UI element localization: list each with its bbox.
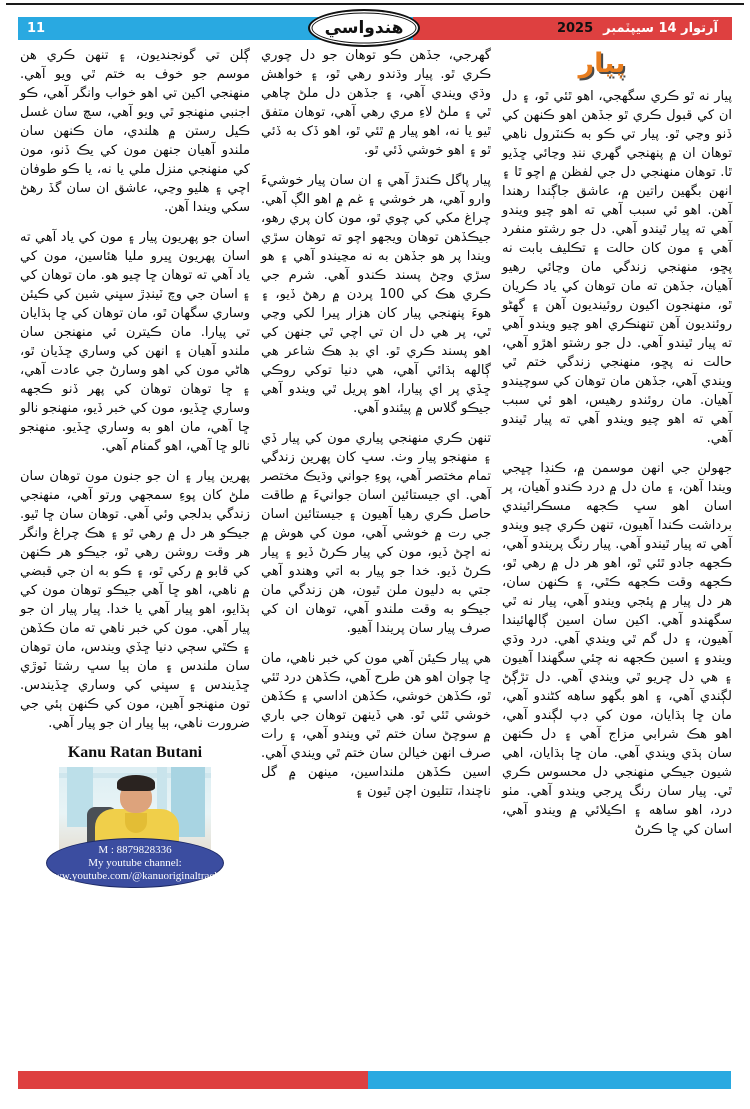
paragraph: گهرجي، جڏهن ڪو توهان جو دل چوري ڪري ٿو. پيار وڌندو رهي ٿو، ۽ خواهش وڌي ويندي آهي، ۽ جڏهن دل ملڻ چاهي ٿي ۽ ملڻ لاءِ مري رهي آهي، توهان متفق ٿيو يا نه، اهو پيار ۾ ٿئي ٿو، اهو ڏک به ڏئي ٿو ۽ اهو خوشي ڏئي ٿو. xyxy=(261,48,491,158)
page-top-rule xyxy=(6,3,744,5)
author-name: Kanu Ratan Butani xyxy=(67,744,203,761)
page-number: 11 xyxy=(27,21,46,36)
footer-bar xyxy=(18,1071,731,1089)
youtube-channel-label: My youtube channel: xyxy=(88,856,182,869)
issue-date: آرتوار 14 سيپٽمبر xyxy=(603,21,718,36)
paragraph: ڳلن تي گونجنديون، ۽ تنهن ڪري هن موسم جو خوف به ختم ٿي ويو آهي. منهنجي اکين تي اهو خواب وانگر آهي، ڪو اجنبي منهنجو ٿي ويو آهي، سچ سان غسل ڪيل رستن ۾ هلندي، مان ڪنهن سان ملندو آهيان جنهن مون کي يڪ ڏنو، مون کي منهنجي منزل ملي يا نه، يا ڪو طوفان اچي ۽ هليو وڃي، عاشق ان سان گڏ رهڻ سکي ويندا آهن. xyxy=(20,48,250,215)
issue-year: 2025 xyxy=(556,21,594,36)
photo-person-hair xyxy=(117,775,155,791)
article-body xyxy=(18,46,732,1068)
paragraph: تنهن ڪري منهنجي پياري مون کي پيار ڏي ۽ منهنجو پيار وٺ. سڀ کان پهرين زندگي تمام مختصر آهي، پوءِ جواني وڌيڪ مختصر آهي. اي جيستائين اسان جوانيءَ ۾ طاقت حاصل ڪري رهيا آهيون ۽ جيستائين اسان جي رت ۾ خوشي آهي، مون کي هوش ۾ نه اچڻ ڏيو، مون کي پيار ڪرڻ ڏيو ۽ پيار ڪرڻ ڏيو. خدا جو پيار به اتي وهندو آهي جتي به دليون ملن ٿيون، هن زندگي مان جيڪو به وقت ملندو آهي، توهان ان کي صرف پيار سان پريندا آهيو. xyxy=(261,431,491,636)
footer-red-segment xyxy=(18,1071,368,1089)
author-phone: M : 8879828336 xyxy=(98,843,172,856)
paragraph: پهرين پيار ۽ ان جو جنون مون توهان سان ملڻ کان پوءِ سمجهي ورتو آهي، منهنجي زندگي بدلجي وئي آهي. توهان سان ڇا ٿيو. جيڪو هر دل ۾ رهي ٿو ۽ هڪ چراغ وانگر هر وقت روشن رهي ٿو، جيڪو هر ڪنهن کي قابو ۾ رکي ٿو، ۽ ڪو به ان جي قبضي ۾ ناهي، اهو ڇا آهي جيڪو توهان مون کي ٻڌايو، اهو پيار آهي يا خدا. پيار پيار ان جو پيار آهي. مون کي خبر ناهي ته مان ڪڏهن ۽ ڪٿي سڄي دنيا ڇڏي ويندس، مان توهان سان ملندس ۽ مان ٻيا سڀ رشتا ٽوڙي ڇڏيندس ۽ سڀني کي وساري ڇڏيندس. تون منهنجو آهين، مون کي ڪنهن ٻئي جي ضرورت ناهي، ٻيا پيار ان جو پيار آهي. xyxy=(20,469,250,731)
column-left xyxy=(20,46,250,1068)
date-line xyxy=(557,21,732,36)
author-box xyxy=(20,744,250,888)
youtube-channel-url[interactable]: www.youtube.com/@kanuoriginaltracks xyxy=(45,869,225,882)
paragraph: اسان جو پهريون پيار ۽ مون کي ياد آهي ته اسان پهريون ڀيرو مليا هئاسين، مون کي ياد آهي ته توهان ڇا چيو هو. مان توهان کي ۽ اسان جي وچ ٽينڊڙ سڀني شين کي ڪيئن وساري سگهان ٿو، مان توهان کي ڇا ٻڌايان تي پيارا. مان ڪيترن ئي منهنجن سان ملندو آهيان ۽ انهن کي وساري ڇڏيان ٿو، هاڻي مون کي اهو وسارڻ جي عادت آهي، ۽ ڇا توهان توهان کي پهر ڏنو ڪجهه وساري ڇڏيو، مون کي خبر ڏيو، منهنجو نالو ڇا آهي، مان اهو به وساري ڇڏيو. منهنجو نالو ڇا آهي، اهو گمنام آهي. xyxy=(20,230,250,454)
paragraph: پيار نه ٿو ڪري سگهجي، اهو ٿئي ٿو، ۽ دل ان کي قبول ڪري ٿو جڏهن اهو ڪنهن کي ڏنو وڃي ٿو. پيار تي ڪو به ڪنٽرول ناهي توهان ان ۾ پنهنجي گهري ننڊ وڃائي ڇڏيو ٿا. توهان منهنجي دل جي لفظن ۾ اچو ٿا ۽ انهن بگهين راتين ۾، عاشق جاڳندا رهندا آهن. اهو ئي سبب آهي ته اهو چيو ويندو آهي ته پيار ٿيندو آهي. دل جو رشتو منفرد آهي ۽ مون کان حالت ۽ تڪليف بابت نه پڇو، منهنجي زندگي مان وڃائي رهيو آهيان، جڏهن ته مان توهان کي ياد ڪريان ٿو، منهنجون اکيون روئينديون آهن ۽ گهڻو روئنديون آهن تنهنڪري اهو چيو ويندو آهي ته پيار ٿيندو آهي. دل جو رشتو اهڙو آهي، حالت نه پڇو، منهنجي زندگي ختم ٿي ويندي آهي، جڏهن مان توهان کي سوچيندو آهيان. مان روئندو رهيس، اهو ئي سبب آهي ته اهو چيو ويندو آهي ته پيار ٿيندو آهي. xyxy=(502,89,732,446)
article-title: پيار xyxy=(578,48,626,79)
paragraph: پيار پاگل ڪندڙ آهي ۽ ان سان پيار خوشيءَ وارو آهي، هر خوشي ۽ غم ۾ اهو الڳ آهي. چراغ مکي کي چوي ٿو، مون کان پري رهو، جيڪڏهن توهان ويجهو اچو ته توهان سڙي ويندا پر هو جڏهن به نه مڃيندو آهي ۽ هو سڙي وڃڻ پسند ڪندو آهي. شرم جي ڪري هڪ کي 100 پردن ۾ رهڻ ڏيو، ۽ هوءَ پنهنجي پيار کان هزار پيرا لکي وڃي ٿي، پر هي دل ان تي اچي ٿي جنهن کي اهو پسند ڪري ٿو. اي بڊ هڪ شاعر هي ڳالهه ٻڌائي آهي، هي دنيا توکي روڪي ڇڏي پر اي پيارا، اهو پريل ٿي ويندو آهي جيڪو گلاس ۾ پيئندو آهي. xyxy=(261,173,492,416)
masthead-logo: هندواسي xyxy=(308,9,420,47)
footer-blue-segment xyxy=(368,1071,731,1089)
page-header xyxy=(18,17,732,40)
paragraph: جهولن جي انهن موسمن ۾، ڪنڊا چڀجي ويندا آهن، ۽ مان دل ۾ درد ڪندو آهيان، پر اسان اهو سڀ ڪجهه مسڪرائيندي برداشت ڪندا آهيون، تنهن ڪري چيو ويندو آهي ته پيار ٿيندو آهي. پيار رنگ پريندو آهي، ڪجهه جادو ٿئي ٿو، اهو هر دل ۾ رهي ٿو، ڪجهه وقت ڪجهه ڪٿي، ۽ ڪنهن سان، هر دل پيار ۾ پئجي ويندو آهي، پيار نه ٿي سگهندو آهي. اکين سان اسين ڳالهائيندا آهيون، ۽ دل گم ٿي ويندي آهي. درد وڌي ويندو ۽ اسين ڪجهه نه چئي سگهندا آهيون ۽ هي دل چريو ٿي ويندي آهي. دل تڙڳڻ لڳندي آهي، ۽ اهو بگهو ساهه کڻندو آهي، مان ڇا ٻڌايان، مون کي ڊپ لڳندو آهي، اهو هڪ شرابي مزاج آهي ۽ دل ڪنهن سان ٻڌي ويندي آهي. مان ڇا ٻڌايان، اهي شيون جيڪي منهنجي دل محسوس ڪري ٿي. پيار سان رنگ ڀرجي ويندو آهي. مٺو درد، اهو ساهه ۽ اڪيلائي ۾ ويندو آهي، اسان کي ڇا ڪرڻ xyxy=(502,461,732,837)
header-red-bar xyxy=(413,17,732,40)
contact-badge xyxy=(46,838,224,888)
paragraph: هي پيار ڪيئن آهي مون کي خبر ناهي، مان ڇا چوان اهو هن طرح آهي، ڪڏهن درد ٿئي ٿو، ڪڏهن خوشي، ڪڏهن اداسي ۽ ڪڏهن خوشي ٿئي ٿو. هي ڏينهن توهان جي باري ۾ سوچڻ سان ختم ٿي ويندو آهي، ۽ رات صرف انهن خيالن سان ختم ٿي ويندي آهي. اسين ڪڏهن ملنداسين، مينهن ۾ گل ناچندا، تتليون اچن ٿيون ۽ xyxy=(261,651,491,799)
column-middle xyxy=(261,46,491,1068)
column-right xyxy=(502,46,732,1068)
